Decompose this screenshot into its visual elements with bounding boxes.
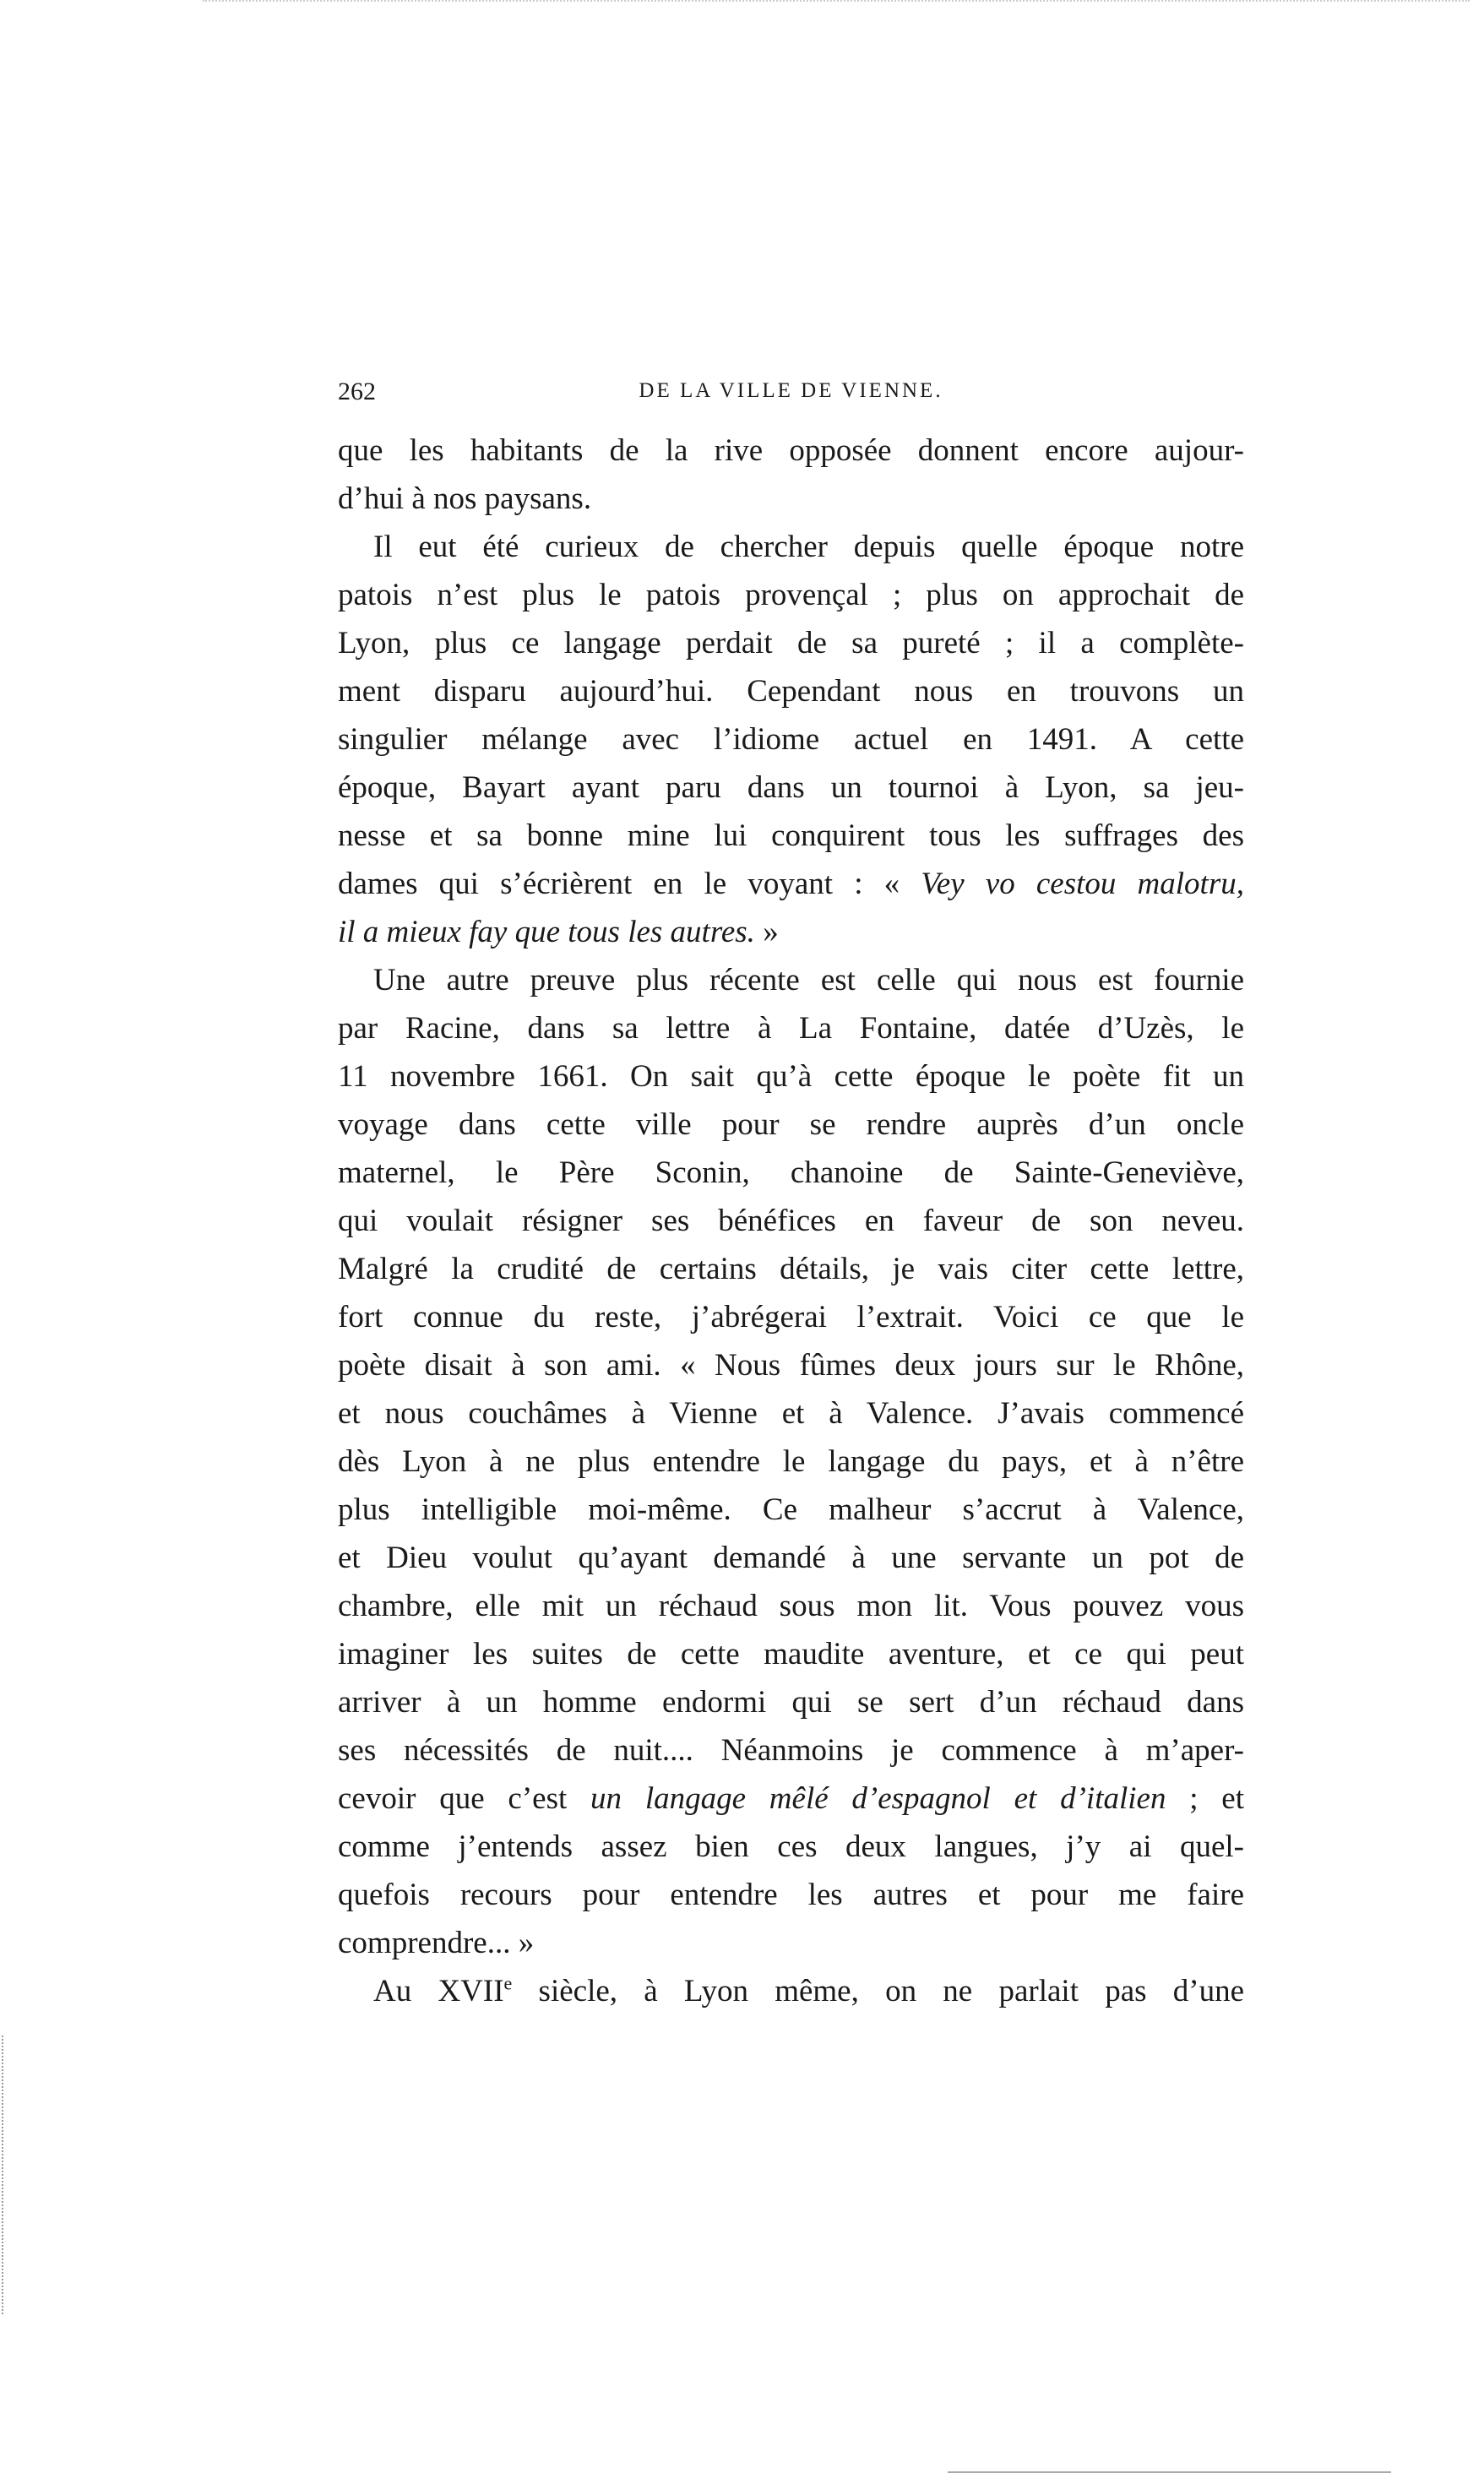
text-line	[338, 715, 1244, 764]
text-segment: »	[754, 915, 779, 949]
text-segment: Une autre preuve plus récente est celle qui nous est fournie	[373, 963, 1244, 997]
text-segment: plus intelligible moi-même. Ce malheur s’accrut à Valence,	[338, 1492, 1244, 1527]
text-segment: qui voulait résigner ses bénéfices en faveur de son neveu.	[338, 1204, 1244, 1238]
text-segment: comme j’entends assez bien ces deux langues, j’y ai quel-	[338, 1829, 1244, 1864]
text-line	[338, 1678, 1244, 1726]
text-line	[338, 1919, 1244, 1967]
italic-text: il a mieux fay que tous les autres.	[338, 915, 755, 949]
text-line	[338, 812, 1244, 860]
text-line	[338, 571, 1244, 619]
text-line	[338, 1534, 1244, 1582]
text-segment: Au XVII	[373, 1974, 504, 2008]
superscript: e	[503, 1972, 513, 1994]
text-segment: dames qui s’écrièrent en le voyant : «	[338, 867, 921, 901]
text-line	[338, 1823, 1244, 1871]
scan-bottom-line	[948, 2471, 1391, 2473]
text-segment: dès Lyon à ne plus entendre le langage du pays, et à n’être	[338, 1444, 1244, 1479]
text-segment: époque, Bayart ayant paru dans un tournoi à Lyon, sa jeu-	[338, 770, 1244, 805]
text-segment: ment disparu aujourd’hui. Cependant nous en trouvons un	[338, 674, 1244, 709]
text-segment: quefois recours pour entendre les autres et pour me faire	[338, 1878, 1244, 1912]
scan-edge-marks-top	[203, 0, 1470, 2]
text-line	[338, 667, 1244, 715]
text-segment: chambre, elle mit un réchaud sous mon lit. Vous pouvez vous	[338, 1589, 1244, 1623]
text-line	[338, 1486, 1244, 1534]
text-line	[338, 1245, 1244, 1293]
text-line	[338, 860, 1244, 908]
italic-text: un langage mêlé d’espagnol et d’italien	[590, 1781, 1166, 1816]
text-segment: ; et	[1166, 1781, 1245, 1816]
text-segment: Malgré la crudité de certains détails, je vais citer cette lettre,	[338, 1252, 1244, 1286]
text-line	[338, 427, 1244, 475]
text-line	[338, 1052, 1244, 1101]
text-segment: et Dieu voulut qu’ayant demandé à une servante un pot de	[338, 1541, 1244, 1575]
text-segment: singulier mélange avec l’idiome actuel en 1491. A cette	[338, 722, 1244, 757]
text-line	[338, 956, 1244, 1004]
italic-text: Vey vo cestou malotru,	[921, 867, 1244, 901]
text-line	[338, 1726, 1244, 1775]
text-line	[338, 1871, 1244, 1919]
text-line	[338, 1341, 1244, 1389]
text-line	[338, 1438, 1244, 1486]
text-line	[338, 619, 1244, 667]
text-line	[338, 1149, 1244, 1197]
text-segment: patois n’est plus le patois provençal ; plus on approchait de	[338, 578, 1244, 612]
text-line	[338, 764, 1244, 812]
text-segment: voyage dans cette ville pour se rendre auprès d’un oncle	[338, 1107, 1244, 1142]
text-line	[338, 1630, 1244, 1678]
text-segment: arriver à un homme endormi qui se sert d’un réchaud dans	[338, 1685, 1244, 1720]
text-segment: cevoir que c’est	[338, 1781, 591, 1816]
text-line	[338, 908, 1244, 956]
scan-edge-marks-left	[2, 2036, 3, 2314]
text-line	[338, 1775, 1244, 1823]
text-line	[338, 1197, 1244, 1245]
text-line	[338, 1582, 1244, 1630]
text-line	[338, 1101, 1244, 1149]
text-segment: maternel, le Père Sconin, chanoine de Sainte-Geneviève,	[338, 1155, 1244, 1190]
text-segment: Il eut été curieux de chercher depuis quelle époque notre	[373, 530, 1244, 564]
text-line	[338, 475, 1244, 523]
text-segment: d’hui à nos paysans.	[338, 481, 592, 516]
text-line	[338, 1967, 1244, 2015]
running-title: DE LA VILLE DE VIENNE.	[639, 379, 943, 402]
text-segment: fort connue du reste, j’abrégerai l’extrait. Voici ce que le	[338, 1300, 1244, 1334]
text-segment: imaginer les suites de cette maudite aventure, et ce qui peut	[338, 1637, 1244, 1671]
page-header	[338, 378, 1244, 411]
text-segment: par Racine, dans sa lettre à La Fontaine, datée d’Uzès, le	[338, 1011, 1244, 1046]
text-segment: et nous couchâmes à Vienne et à Valence. J’avais commencé	[338, 1396, 1244, 1431]
text-line	[338, 1389, 1244, 1438]
page-number: 262	[338, 378, 376, 405]
text-line	[338, 523, 1244, 571]
text-segment: siècle, à Lyon même, on ne parlait pas d’une	[512, 1974, 1244, 2008]
text-segment: que les habitants de la rive opposée donnent encore aujour-	[338, 433, 1244, 468]
text-segment: nesse et sa bonne mine lui conquirent tous les suffrages des	[338, 818, 1244, 853]
text-line	[338, 1004, 1244, 1052]
text-segment: 11 novembre 1661. On sait qu’à cette époque le poète fit un	[338, 1059, 1244, 1094]
text-line	[338, 1293, 1244, 1341]
text-segment: Lyon, plus ce langage perdait de sa pureté ; il a complète-	[338, 626, 1244, 660]
text-segment: ses nécessités de nuit.... Néanmoins je commence à m’aper-	[338, 1733, 1244, 1768]
body-text	[338, 427, 1244, 2015]
text-segment: poète disait à son ami. « Nous fûmes deux jours sur le Rhône,	[338, 1348, 1244, 1383]
text-segment: comprendre... »	[338, 1926, 535, 1960]
